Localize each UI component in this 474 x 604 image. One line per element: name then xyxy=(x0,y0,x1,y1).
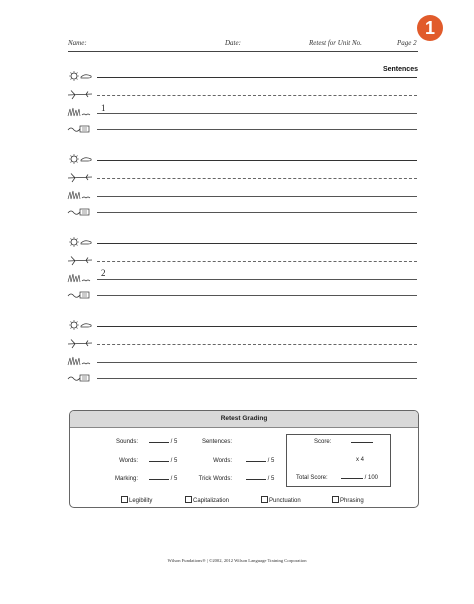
legibility-checkbox[interactable] xyxy=(121,496,152,504)
marking-score[interactable] xyxy=(149,476,177,482)
checkbox-box xyxy=(121,496,128,503)
retest-grading-panel xyxy=(69,410,419,508)
total-out-of: / 100 xyxy=(364,475,379,481)
sky-line xyxy=(97,243,417,244)
name-label: Name: xyxy=(68,39,87,47)
trick-words-label: Trick Words: xyxy=(198,476,232,482)
grass-line xyxy=(97,279,417,280)
trick-words-score[interactable] xyxy=(246,476,274,482)
marking-label: Marking: xyxy=(114,476,138,482)
sky-line xyxy=(97,77,417,78)
score-field[interactable] xyxy=(351,439,373,445)
airplane-icon xyxy=(66,255,94,267)
date-label: Date: xyxy=(225,39,241,47)
capitalization-checkbox[interactable] xyxy=(185,496,229,504)
copyright-footer: Wilson Fundations® | ©2002, 2012 Wilson Language Training Corporation xyxy=(167,558,307,563)
grass-icon xyxy=(66,355,94,367)
sentences-label: Sentences: xyxy=(201,439,232,445)
plane-line[interactable] xyxy=(97,95,417,96)
trick-words-out-of: / 5 xyxy=(267,476,275,482)
airplane-icon xyxy=(66,338,94,350)
grass-line xyxy=(97,362,417,363)
worm-line xyxy=(97,295,417,296)
airplane-icon xyxy=(66,89,94,101)
section-title: Sentences xyxy=(382,66,418,73)
grass-icon xyxy=(66,189,94,201)
punctuation-label: Punctuation xyxy=(269,498,301,504)
punctuation-checkbox[interactable] xyxy=(261,496,301,504)
sentences-words-out-of: / 5 xyxy=(267,458,275,464)
score-box xyxy=(286,434,391,487)
sounds-score[interactable] xyxy=(149,439,177,445)
words-label: Words: xyxy=(119,458,138,464)
sun-icon xyxy=(66,153,94,165)
total-score-field[interactable] xyxy=(341,475,378,481)
checkbox-box xyxy=(261,496,268,503)
legibility-label: Legibility xyxy=(129,498,153,504)
grass-icon xyxy=(66,272,94,284)
worm-line xyxy=(97,378,417,379)
worm-line xyxy=(97,129,417,130)
sentences-words-label: Words: xyxy=(213,458,232,464)
checkbox-box xyxy=(185,496,192,503)
phrasing-label: Phrasing xyxy=(340,498,364,504)
plane-line[interactable] xyxy=(97,344,417,345)
sentence-number: 1 xyxy=(101,103,106,113)
grading-title: Retest Grading xyxy=(70,411,418,428)
grass-icon xyxy=(66,106,94,118)
sun-icon xyxy=(66,319,94,331)
sounds-out-of: / 5 xyxy=(170,439,178,445)
worm-icon xyxy=(66,206,94,218)
score-multiplier: x 4 xyxy=(356,457,365,463)
sentences-words-score[interactable] xyxy=(246,458,274,464)
capitalization-label: Capitalization xyxy=(193,498,230,504)
plane-line[interactable] xyxy=(97,178,417,179)
grass-line xyxy=(97,196,417,197)
grass-line xyxy=(97,113,417,114)
worm-icon xyxy=(66,372,94,384)
plane-line[interactable] xyxy=(97,261,417,262)
checkbox-box xyxy=(332,496,339,503)
marking-out-of: / 5 xyxy=(170,476,178,482)
airplane-icon xyxy=(66,172,94,184)
page-number-badge: 1 xyxy=(417,15,443,41)
sun-icon xyxy=(66,236,94,248)
words-score[interactable] xyxy=(149,458,177,464)
worm-line xyxy=(97,212,417,213)
page-header xyxy=(68,39,418,52)
sun-icon xyxy=(66,70,94,82)
sounds-label: Sounds: xyxy=(115,439,138,445)
words-out-of: / 5 xyxy=(170,458,178,464)
worm-icon xyxy=(66,289,94,301)
sentence-number: 2 xyxy=(101,268,106,278)
worm-icon xyxy=(66,123,94,135)
sky-line xyxy=(97,160,417,161)
phrasing-checkbox[interactable] xyxy=(332,496,364,504)
total-score-label: Total Score: xyxy=(296,475,328,481)
score-label: Score: xyxy=(314,439,332,445)
retest-unit-label: Retest for Unit No. xyxy=(309,39,362,47)
sky-line xyxy=(97,326,417,327)
page-label: Page 2 xyxy=(397,39,417,47)
